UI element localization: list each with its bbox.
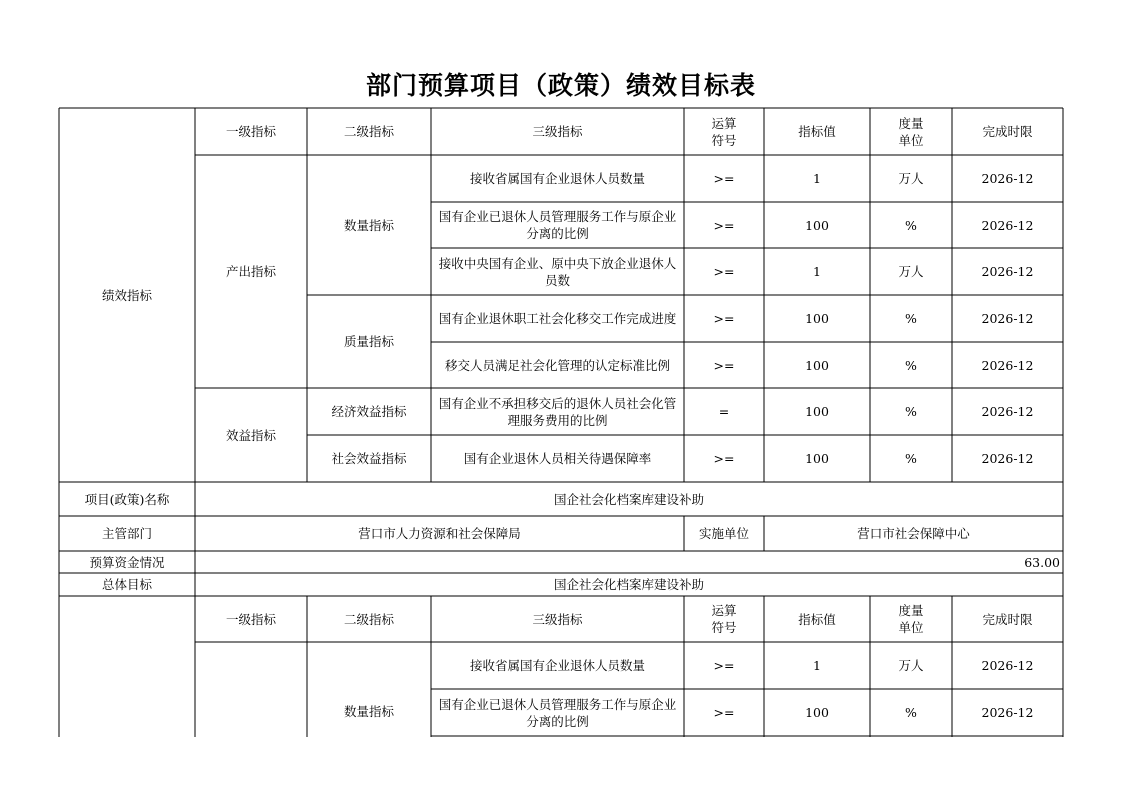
header-deadline: 完成时限 <box>982 611 1033 627</box>
supervising-dept-label: 主管部门 <box>101 526 152 541</box>
output-indicator-label: 产出指标 <box>225 264 276 279</box>
unit-cell: % <box>905 311 917 326</box>
value-cell: 100 <box>805 217 829 233</box>
unit-cell: % <box>905 357 917 373</box>
value-cell: 100 <box>805 311 829 326</box>
deadline-cell: 2026-12 <box>981 171 1034 186</box>
header-level3: 三级指标 <box>532 611 583 627</box>
implementing-unit-value: 营口市社会保障中心 <box>857 526 970 541</box>
header-level1: 一级指标 <box>225 124 276 139</box>
unit-cell: % <box>905 217 917 233</box>
header-value: 指标值 <box>798 611 836 627</box>
unit-cell: 万人 <box>898 171 924 186</box>
value-cell: 1 <box>813 658 821 673</box>
deadline-cell: 2026-12 <box>981 311 1034 326</box>
project-name-label: 项目(政策)名称 <box>84 491 170 507</box>
value-cell: 100 <box>805 705 829 720</box>
overall-goal-label: 总体目标 <box>101 577 152 592</box>
operator-cell: = <box>718 404 730 419</box>
unit-cell: % <box>905 705 917 720</box>
value-cell: 100 <box>805 404 829 419</box>
header-operator: 运算符号 <box>711 115 737 148</box>
operator-cell: >= <box>713 658 735 673</box>
social-benefit-label: 社会效益指标 <box>331 451 407 466</box>
value-cell: 1 <box>813 264 821 279</box>
deadline-cell: 2026-12 <box>981 451 1034 466</box>
operator-cell: >= <box>713 451 735 466</box>
indicator-name: 接收省属国有企业退休人员数量 <box>469 171 645 186</box>
header-value: 指标值 <box>798 124 836 139</box>
operator-cell: >= <box>713 264 735 279</box>
header-deadline: 完成时限 <box>982 124 1033 139</box>
project-name-value: 国企社会化档案库建设补助 <box>553 491 704 507</box>
header-level1: 一级指标 <box>225 611 276 627</box>
economic-benefit-label: 经济效益指标 <box>331 404 407 419</box>
indicator-name: 接收省属国有企业退休人员数量 <box>469 658 645 673</box>
supervising-dept-value: 营口市人力资源和社会保障局 <box>358 526 521 541</box>
operator-cell: >= <box>713 705 735 720</box>
header-level2: 二级指标 <box>343 124 394 139</box>
indicator-name: 国有企业退休人员相关待遇保障率 <box>463 451 652 466</box>
value-cell: 100 <box>805 451 829 466</box>
header-unit: 度量单位 <box>898 603 924 635</box>
header-operator: 运算符号 <box>711 603 737 635</box>
page-title: 部门预算项目（政策）绩效目标表 <box>365 71 756 100</box>
unit-cell: % <box>905 451 917 466</box>
header-unit: 度量单位 <box>898 115 924 148</box>
indicator-name: 国有企业已退休人员管理服务工作与原企业分离的比例 <box>438 209 677 241</box>
header-level2: 二级指标 <box>343 611 394 627</box>
implementing-unit-label: 实施单位 <box>698 526 749 541</box>
value-cell: 1 <box>813 171 821 186</box>
budget-value: 63.00 <box>1024 554 1060 570</box>
indicator-name: 国有企业退休职工社会化移交工作完成进度 <box>438 311 677 326</box>
quantity-indicator-label: 数量指标 <box>343 217 394 233</box>
overall-goal-value: 国企社会化档案库建设补助 <box>553 577 704 592</box>
header-level3: 三级指标 <box>532 124 583 139</box>
operator-cell: >= <box>713 171 735 186</box>
page-bottom-margin <box>0 737 1122 793</box>
quality-indicator-label: 质量指标 <box>343 334 394 349</box>
quantity-indicator-label: 数量指标 <box>343 703 394 719</box>
deadline-cell: 2026-12 <box>981 705 1034 720</box>
indicator-name: 接收中央国有企业、原中央下放企业退休人员数 <box>438 255 677 288</box>
deadline-cell: 2026-12 <box>981 357 1034 373</box>
deadline-cell: 2026-12 <box>981 404 1034 419</box>
deadline-cell: 2026-12 <box>981 264 1034 279</box>
unit-cell: % <box>905 404 917 419</box>
value-cell: 100 <box>805 357 829 373</box>
unit-cell: 万人 <box>898 658 924 673</box>
indicator-name: 国有企业已退休人员管理服务工作与原企业分离的比例 <box>438 696 677 729</box>
operator-cell: >= <box>713 217 735 233</box>
unit-cell: 万人 <box>898 264 924 279</box>
deadline-cell: 2026-12 <box>981 217 1034 233</box>
indicator-name: 移交人员满足社会化管理的认定标准比例 <box>444 357 670 373</box>
operator-cell: >= <box>713 357 735 373</box>
indicator-name: 国有企业不承担移交后的退休人员社会化管理服务费用的比例 <box>438 395 677 428</box>
benefit-indicator-label: 效益指标 <box>225 427 276 443</box>
operator-cell: >= <box>713 311 735 326</box>
deadline-cell: 2026-12 <box>981 658 1034 673</box>
budget-label: 预算资金情况 <box>89 554 165 570</box>
perf-indicator-label: 绩效指标 <box>101 287 152 303</box>
